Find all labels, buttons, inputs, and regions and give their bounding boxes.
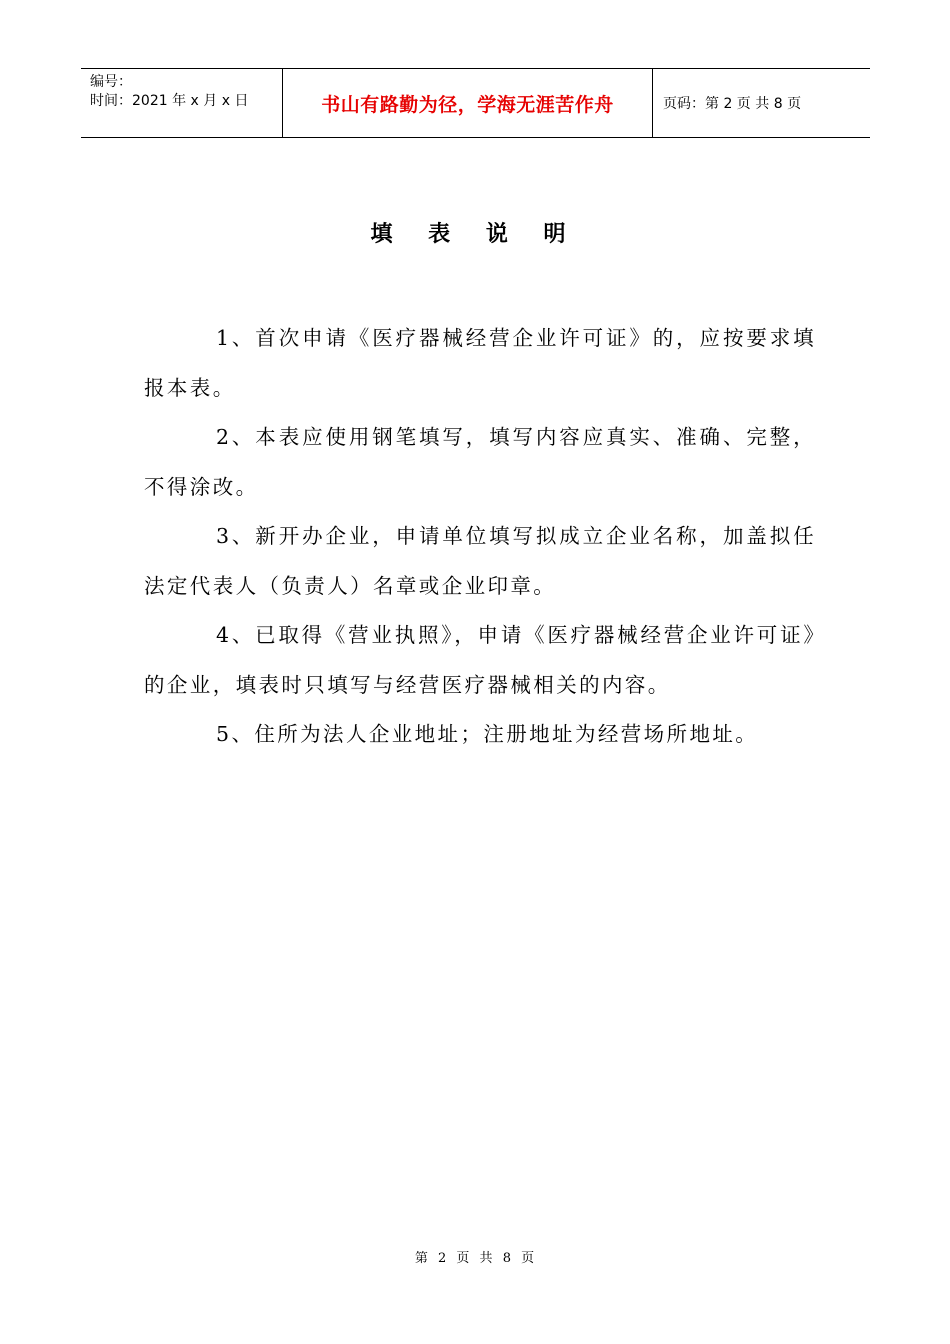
header-page-cell [653, 69, 870, 137]
page-title: 填 表 说 明 [370, 222, 580, 247]
time-label: 时间：2021 年 x 月 x 日 [90, 93, 249, 109]
instructions-body [144, 314, 816, 760]
instruction-paragraph-3: 3、新开办企业，申请单位填写拟成立企业名称，加盖拟任法定代表人（负责人）名章或企业印章。 [144, 524, 816, 598]
page-footer: 第 2 页 共 8 页 [414, 1251, 536, 1266]
motto-text: 书山有路勤为径，学海无涯苦作舟 [321, 93, 614, 116]
code-label: 编号： [90, 74, 132, 90]
instruction-paragraph-4: 4、已取得《营业执照》，申请《医疗器械经营企业许可证》的企业，填表时只填写与经营医疗器械相关的内容。 [144, 623, 816, 697]
instruction-paragraph-2: 2、本表应使用钢笔填写，填写内容应真实、准确、完整，不得涂改。 [144, 425, 816, 499]
instruction-paragraph-5: 5、住所为法人企业地址；注册地址为经营场所地址。 [216, 722, 759, 746]
header-motto-cell [282, 69, 653, 137]
page-label: 页码：第 2 页 共 8 页 [663, 96, 802, 112]
document-header [81, 68, 870, 138]
instruction-paragraph-1: 1、首次申请《医疗器械经营企业许可证》的，应按要求填报本表。 [144, 326, 816, 400]
header-meta [81, 69, 282, 137]
